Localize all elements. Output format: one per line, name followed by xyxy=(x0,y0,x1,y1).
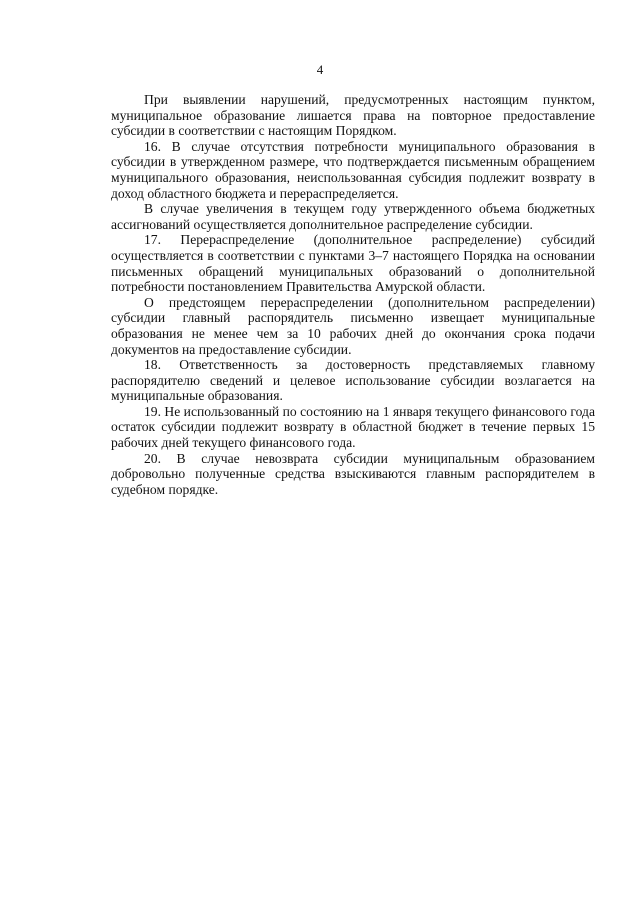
page-number: 4 xyxy=(316,62,324,77)
paragraph-16: 16. В случае отсутствия потребности муниципального образования в субсидии в утвержденном размере, что подтверждается письменным обращением муниципального образования, неиспользованная субсидия подлежит возврату в доход областного бюджета и перераспределяется. xyxy=(111,138,595,201)
paragraph-17: 17. Перераспределение (дополнительное распределение) субсидий осуществляется в соответствии с пунктами 3–7 настоящего Порядка на основании письменных обращений муниципальных образований о дополнительной потребности постановлением Правительства Амурской области. xyxy=(111,232,595,295)
paragraph-20: 20. В случае невозврата субсидии муниципальным образованием добровольно полученные средства взыскиваются главным распорядителем в судебном порядке. xyxy=(111,450,595,497)
paragraph-18: 18. Ответственность за достоверность представляемых главному распорядителю сведений и целевое использование субсидии возлагается на муниципальные образования. xyxy=(111,357,595,404)
paragraph-16-increase: В случае увеличения в текущем году утвержденного объема бюджетных ассигнований осуществляется дополнительное распределение субсидии. xyxy=(111,201,595,232)
paragraph-violations: При выявлении нарушений, предусмотренных настоящим пунктом, муниципальное образование лишается права на повторное предоставление субсидии в соответствии с настоящим Порядком. xyxy=(111,92,595,139)
paragraph-17-notice: О предстоящем перераспределении (дополнительном распределении) субсидии главный распорядитель письменно извещает муниципальные образования не менее чем за 10 рабочих дней до окончания срока подачи документов на предоставление субсидии. xyxy=(111,294,595,357)
document-body xyxy=(111,92,595,497)
paragraph-19: 19. Не использованный по состоянию на 1 января текущего финансового года остаток субсидии подлежит возврату в областной бюджет в течение первых 15 рабочих дней текущего финансового года. xyxy=(111,403,595,451)
